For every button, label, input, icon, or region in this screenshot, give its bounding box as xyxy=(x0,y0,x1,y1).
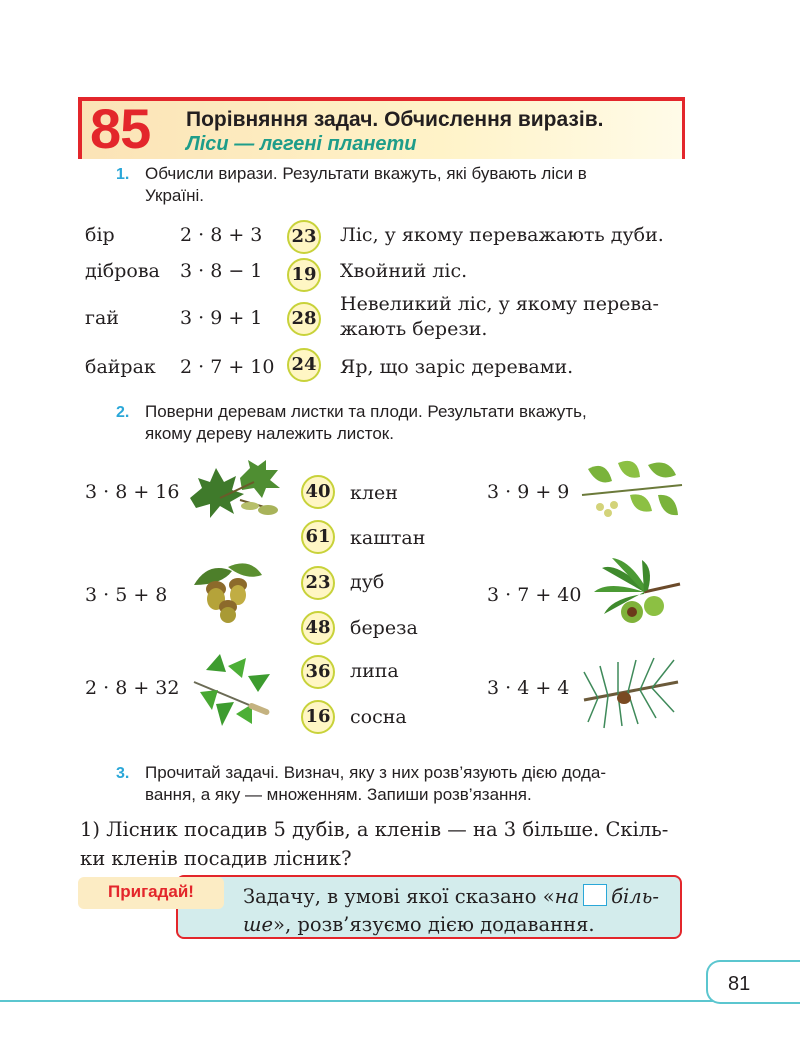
reminder-she: ше xyxy=(243,913,274,936)
tree-name: липа xyxy=(350,660,399,682)
task2-text-line1: Поверни деревам листки та плоди. Результати вкажуть, xyxy=(145,402,587,421)
forest-description: Ліс, у якому переважають дуби. xyxy=(340,224,664,246)
acorn-icon xyxy=(188,555,268,625)
forest-description: Хвойний ліс. xyxy=(340,260,468,282)
task1-text-line2: Україні. xyxy=(145,186,204,205)
forest-description: Яр, що заріс деревами. xyxy=(340,356,574,378)
birch-leaf-icon xyxy=(186,652,276,728)
problem-text xyxy=(80,815,690,873)
reminder-bil: біль- xyxy=(611,885,659,908)
linden-leaf-icon xyxy=(578,455,686,525)
tree-name: каштан xyxy=(350,527,426,549)
result-circle: 24 xyxy=(287,348,321,382)
tree-number-circle: 36 xyxy=(301,655,335,689)
chestnut-leaf-icon xyxy=(588,558,684,628)
forest-description-cont: жають берези. xyxy=(340,318,488,340)
tree-number-circle: 61 xyxy=(301,520,335,554)
expression: 2 · 8 + 3 xyxy=(180,224,263,246)
task3-text-line1: Прочитай задачі. Визнач, яку з них розв’язують дією дода- xyxy=(145,763,607,782)
tree-name: дуб xyxy=(350,571,385,593)
blank-square-icon xyxy=(583,884,607,906)
expression: 3 · 9 + 1 xyxy=(180,307,263,329)
lesson-number: 85 xyxy=(90,97,151,160)
forest-word: бір xyxy=(85,224,115,246)
expression: 3 · 5 + 8 xyxy=(85,584,168,606)
task2-number: 2. xyxy=(116,404,130,421)
tree-name: сосна xyxy=(350,706,407,728)
problem-line2: ки кленів посадив лісник? xyxy=(80,847,352,870)
tree-name: береза xyxy=(350,617,418,639)
reminder-tab: Пригадай! xyxy=(78,877,224,909)
lesson-title: Порівняння задач. Обчислення виразів. xyxy=(186,108,604,131)
reminder-na: на xyxy=(554,885,580,908)
reminder-text xyxy=(243,883,683,939)
reminder-line1: Задачу, в умові якої сказано « xyxy=(243,885,555,908)
lesson-subtitle: Ліси — легені планети xyxy=(186,133,417,155)
result-circle: 19 xyxy=(287,258,321,292)
problem-line1: 1) Лісник посадив 5 дубів, а кленів — на 3 більше. Скіль- xyxy=(80,818,669,841)
forest-description: Невеликий ліс, у якому перева- xyxy=(340,293,659,315)
expression: 2 · 7 + 10 xyxy=(180,356,275,378)
header-divider xyxy=(78,97,82,159)
tree-number-circle: 40 xyxy=(301,475,335,509)
tree-number-circle: 16 xyxy=(301,700,335,734)
tree-name: клен xyxy=(350,482,398,504)
forest-word: байрак xyxy=(85,356,156,378)
expression: 3 · 4 + 4 xyxy=(487,677,570,699)
pine-branch-icon xyxy=(578,652,684,730)
task3-text-line2: вання, а яку — множенням. Запиши розв’язання. xyxy=(145,785,532,804)
footer-line xyxy=(0,1000,800,1002)
reminder-line2: », розв’язуємо дією додавання. xyxy=(273,913,595,936)
task3-number: 3. xyxy=(116,765,130,782)
page-number: 81 xyxy=(706,960,800,1004)
forest-word: діброва xyxy=(85,260,160,282)
result-circle: 28 xyxy=(287,302,321,336)
tree-number-circle: 48 xyxy=(301,611,335,645)
expression: 3 · 8 − 1 xyxy=(180,260,263,282)
forest-word: гай xyxy=(85,307,119,329)
task1-text-line1: Обчисли вирази. Результати вкажуть, які бувають ліси в xyxy=(145,164,587,183)
expression: 3 · 7 + 40 xyxy=(487,584,582,606)
expression: 2 · 8 + 32 xyxy=(85,677,180,699)
expression: 3 · 9 + 9 xyxy=(487,481,570,503)
result-circle: 23 xyxy=(287,220,321,254)
expression: 3 · 8 + 16 xyxy=(85,481,180,503)
task2-text-line2: якому дереву належить листок. xyxy=(145,424,394,443)
maple-leaf-icon xyxy=(180,458,290,524)
tree-number-circle: 23 xyxy=(301,566,335,600)
task1-number: 1. xyxy=(116,166,130,183)
